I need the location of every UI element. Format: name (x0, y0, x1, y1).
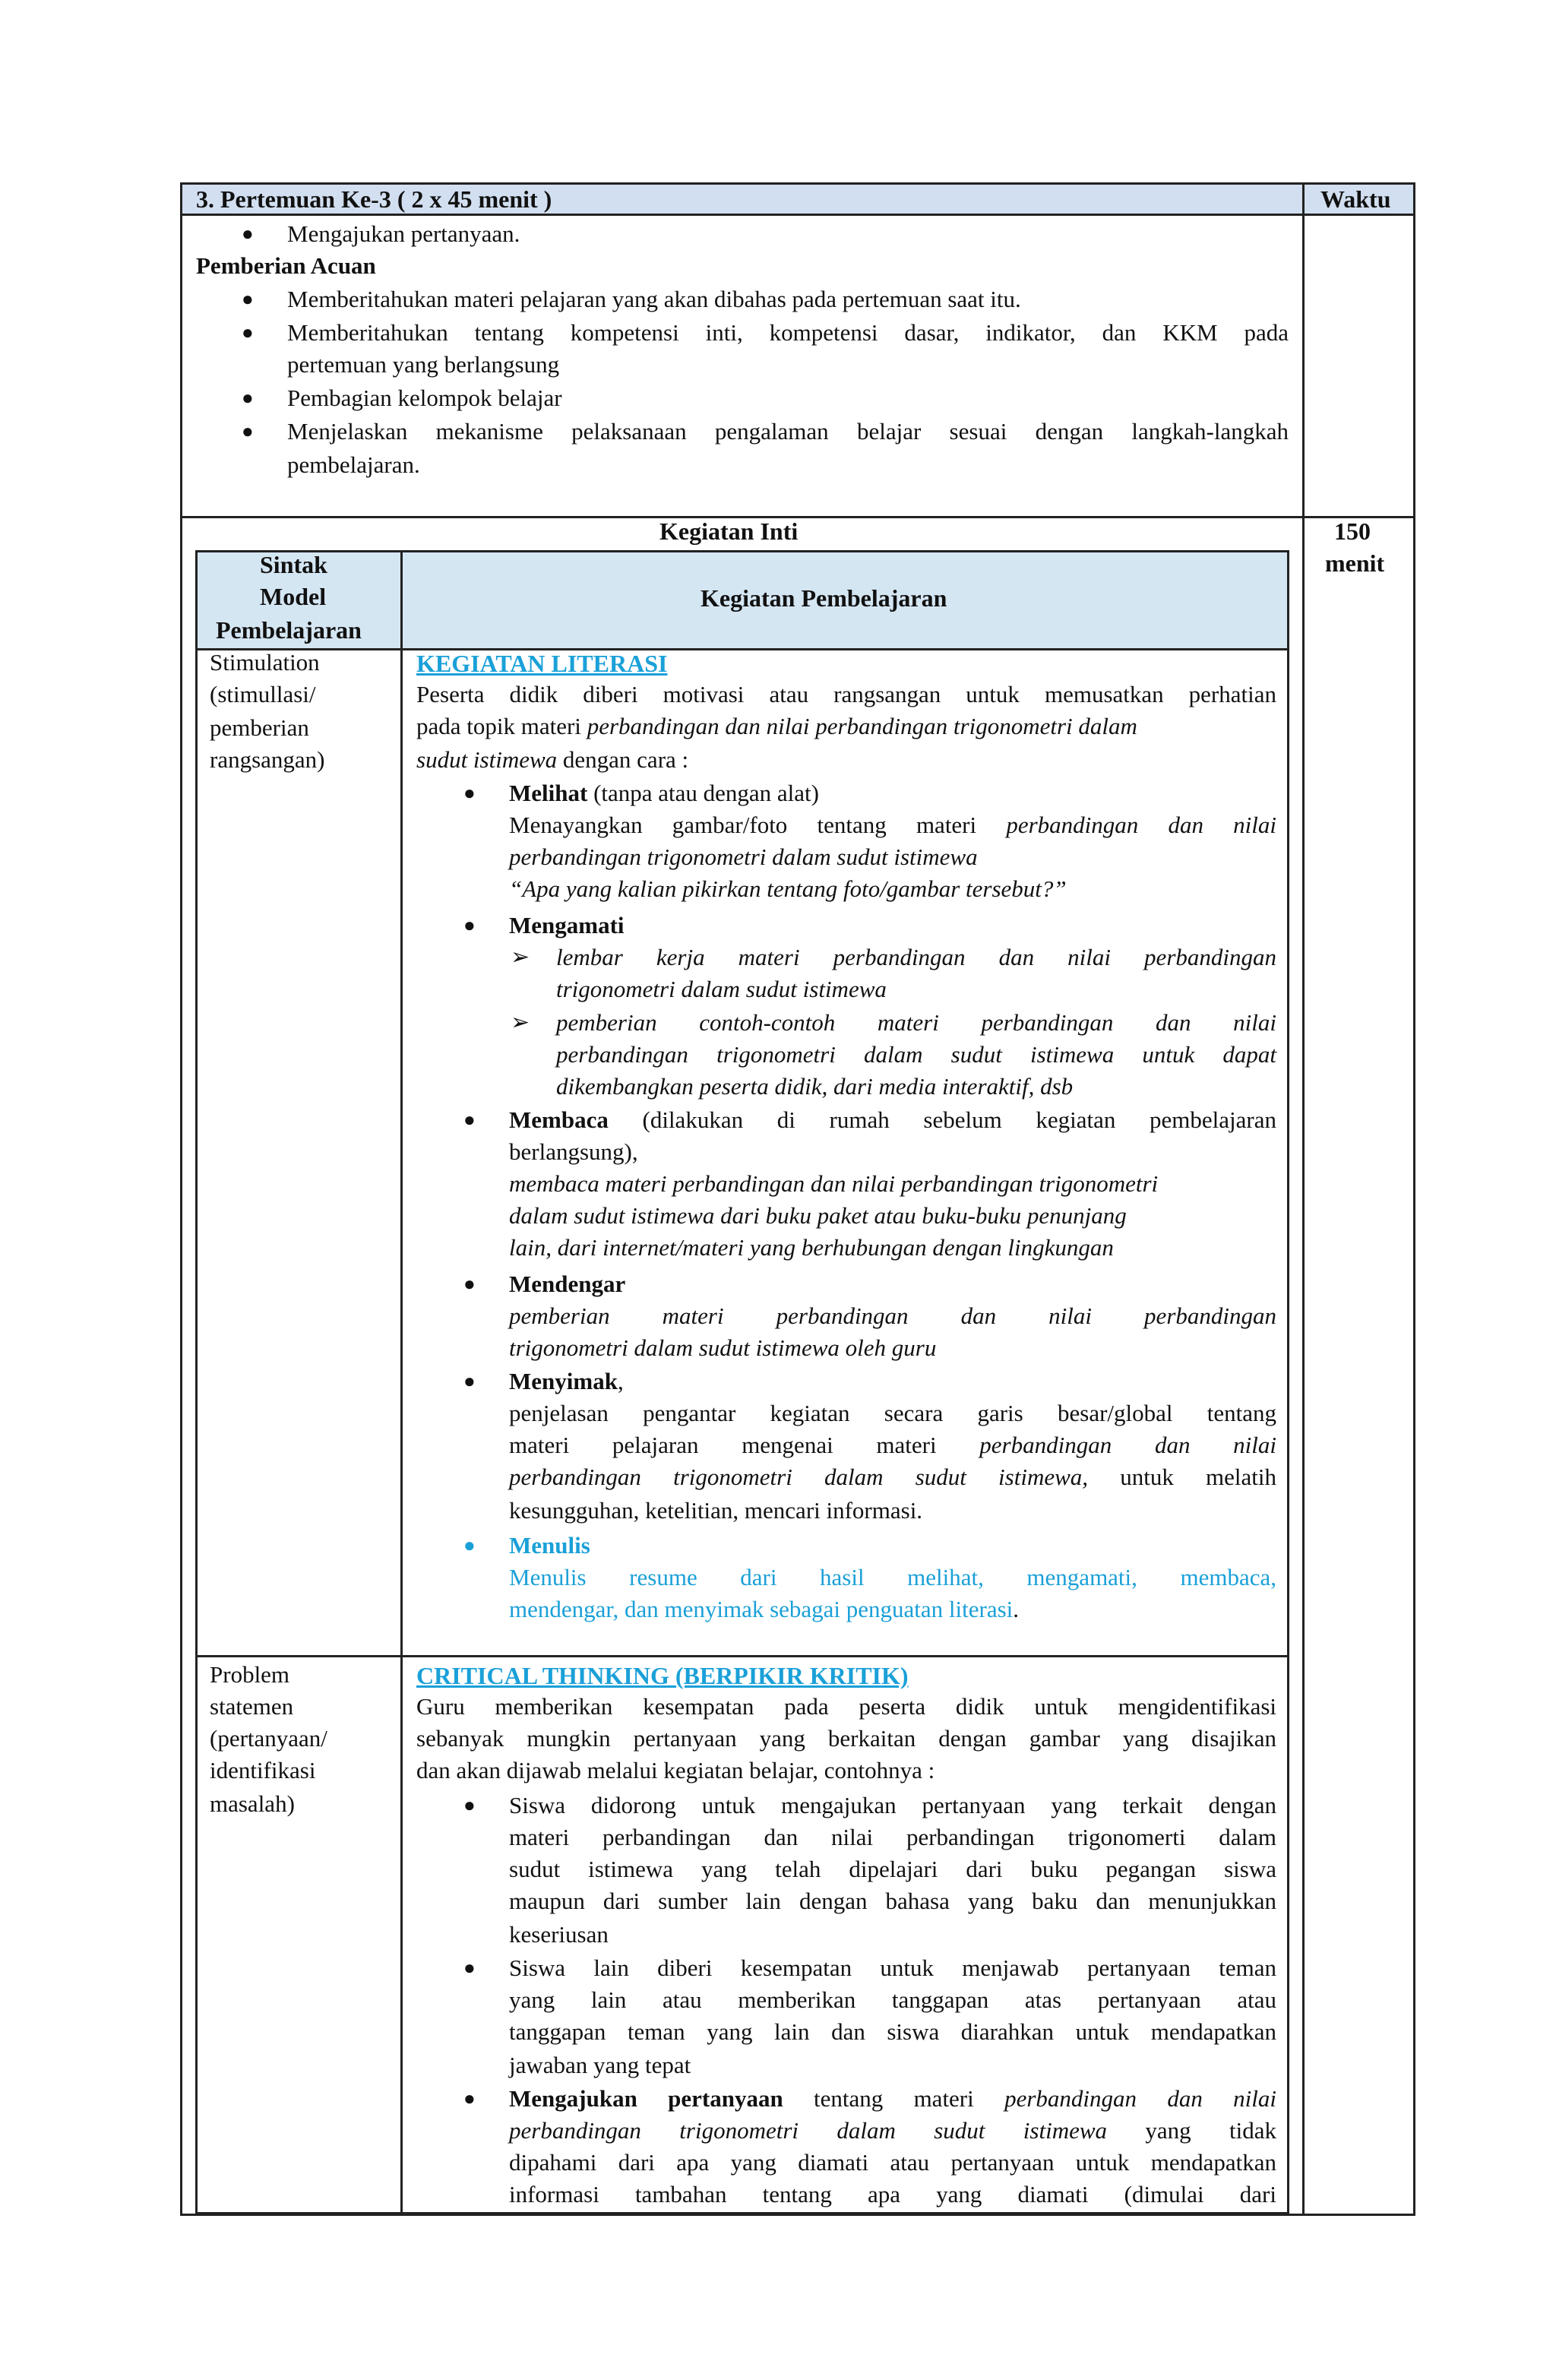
sintak-label: Stimulation (210, 649, 320, 676)
paragraph-line: perbandingan trigonometri dalam sudut istimewa yang tidak (509, 2117, 1276, 2144)
paragraph-line: kesungguhan, ketelitian, mencari informasi. (509, 1497, 923, 1524)
waktu-value: 150 (1334, 517, 1371, 545)
paragraph-line: lain, dari internet/materi yang berhubungan dengan lingkungan (509, 1234, 1114, 1261)
paragraph-line: lembar kerja materi perbandingan dan nilai perbandingan (556, 944, 1276, 970)
bullet-icon: ● (242, 420, 254, 442)
bullet-icon: ● (463, 1794, 476, 1816)
activity-mendengar: Mendengar (509, 1271, 626, 1297)
sintak-label: pemberian (210, 714, 309, 741)
bullet-icon: ● (242, 321, 254, 343)
critical-thinking-heading: CRITICAL THINKING (BERPIKIR KRITIK) (416, 1662, 909, 1689)
paragraph-line: penjelasan pengantar kegiatan secara garis besar/global tentang (509, 1400, 1276, 1426)
activity-melihat: Melihat (tanpa atau dengan alat) (509, 780, 819, 806)
paragraph-line: mendengar, dan menyimak sebagai penguatan literasi. (509, 1596, 1020, 1622)
paragraph-line: jawaban yang tepat (509, 2052, 691, 2078)
list-item: Pembagian kelompok belajar (287, 385, 562, 411)
paragraph-line: Siswa didorong untuk mengajukan pertanyaan yang terkait dengan (509, 1792, 1276, 1818)
paragraph-line: trigonometri dalam sudut istimewa (556, 976, 887, 1002)
paragraph-line: “Apa yang kalian pikirkan tentang foto/gambar tersebut?” (509, 875, 1067, 902)
inner-column-divider (400, 550, 403, 2214)
paragraph-line: Siswa lain diberi kesempatan untuk menjawab pertanyaan teman (509, 1954, 1276, 1981)
literasi-heading: KEGIATAN LITERASI (416, 650, 668, 677)
paragraph-line: pemberian contoh-contoh materi perbandingan dan nilai (556, 1009, 1276, 1036)
bullet-icon: ● (463, 1370, 476, 1392)
list-item-continued: pembelajaran. (287, 451, 420, 478)
bullet-icon: ● (463, 782, 476, 804)
paragraph-line: pemberian materi perbandingan dan nilai perbandingan (509, 1302, 1276, 1329)
kegiatan-inti-title: Kegiatan Inti (659, 517, 799, 545)
arrow-bullet-icon: ➢ (511, 1010, 530, 1035)
section-title: Pemberian Acuan (196, 252, 376, 279)
activity-membaca: Membaca (dilakukan di rumah sebelum kegiatan pembelajaran (509, 1106, 1276, 1133)
sintak-label: rangsangan) (210, 746, 325, 773)
col-header-model: Model (260, 583, 327, 610)
inner-row-divider (195, 1655, 1289, 1657)
paragraph-line: materi perbandingan dan nilai perbandingan trigonomerti dalam (509, 1824, 1276, 1850)
paragraph-line: sudut istimewa yang telah dipelajari dari buku pegangan siswa (509, 1856, 1276, 1882)
list-item: Menjelaskan mekanisme pelaksanaan pengalaman belajar sesuai dengan langkah-langkah (287, 418, 1289, 445)
paragraph-line: berlangsung), (509, 1138, 638, 1165)
paragraph-line: maupun dari sumber lain dengan bahasa yang baku dan menunjukkan (509, 1888, 1276, 1914)
bullet-icon: ● (463, 914, 476, 936)
sintak-label: Problem (210, 1661, 290, 1688)
paragraph-line: yang lain atau memberikan tanggapan atas pertanyaan atau (509, 1986, 1276, 2013)
activity-menulis: Menulis (509, 1532, 590, 1559)
bullet-icon: ● (242, 223, 254, 245)
list-item-continued: pertemuan yang berlangsung (287, 351, 560, 378)
list-item: Memberitahukan tentang kompetensi inti, kompetensi dasar, indikator, dan KKM pada (287, 319, 1289, 346)
paragraph-line: sudut istimewa dengan cara : (416, 746, 689, 773)
bullet-icon: ● (463, 1273, 476, 1295)
col-header-sintak: Sintak (260, 551, 327, 578)
paragraph-line: membaca materi perbandingan dan nilai perbandingan trigonometri (509, 1170, 1159, 1197)
arrow-bullet-icon: ➢ (511, 945, 530, 970)
list-item: Mengajukan pertanyaan. (287, 220, 520, 247)
bullet-icon: ● (463, 2087, 476, 2109)
sintak-label: (stimullasi/ (210, 681, 316, 707)
sintak-label: identifikasi (210, 1757, 316, 1783)
paragraph-line: keseriusan (509, 1921, 609, 1948)
paragraph-line: Mengajukan pertanyaan tentang materi perbandingan dan nilai (509, 2085, 1276, 2112)
col-header-pembelajaran: Pembelajaran (216, 616, 362, 644)
bullet-icon: ● (463, 1534, 476, 1556)
waktu-header: Waktu (1320, 185, 1391, 213)
bullet-icon: ● (242, 288, 254, 310)
paragraph-line: perbandingan trigonometri dalam sudut istimewa untuk dapat (556, 1041, 1276, 1068)
paragraph-line: Menayangkan gambar/foto tentang materi perbandingan dan nilai (509, 812, 1276, 838)
paragraph-line: perbandingan trigonometri dalam sudut istimewa (509, 843, 978, 870)
paragraph-line: materi pelajaran mengenai materi perbandingan dan nilai (509, 1432, 1276, 1458)
paragraph-line: Menulis resume dari hasil melihat, mengamati, membaca, (509, 1564, 1276, 1590)
paragraph-line: sebanyak mungkin pertanyaan yang berkaitan dengan gambar yang disajikan (416, 1725, 1276, 1752)
sintak-label: statemen (210, 1693, 294, 1720)
paragraph-line: tanggapan teman yang lain dan siswa diarahkan untuk mendapatkan (509, 2018, 1276, 2045)
paragraph-line: dikembangkan peserta didik, dari media interaktif, dsb (556, 1073, 1074, 1100)
paragraph-line: pada topik materi perbandingan dan nilai perbandingan trigonometri dalam (416, 713, 1137, 739)
paragraph-line: dalam sudut istimewa dari buku paket atau buku-buku penunjang (509, 1202, 1127, 1229)
paragraph-line: perbandingan trigonometri dalam sudut istimewa, untuk melatih (509, 1464, 1276, 1490)
paragraph-line: informasi tambahan tentang apa yang diamati (dimulai dari (509, 2181, 1276, 2208)
bullet-icon: ● (463, 1109, 476, 1131)
col-header-kegiatan: Kegiatan Pembelajaran (701, 584, 947, 612)
activity-menyimak: Menyimak, (509, 1368, 624, 1394)
paragraph-line: dipahami dari apa yang diamati atau pertanyaan untuk mendapatkan (509, 2149, 1276, 2176)
waktu-column-divider (1302, 182, 1305, 2216)
list-item: Memberitahukan materi pelajaran yang akan dibahas pada pertemuan saat itu. (287, 286, 1021, 312)
paragraph-line: Peserta didik diberi motivasi atau rangsangan untuk memusatkan perhatian (416, 681, 1276, 707)
bullet-icon: ● (463, 1957, 476, 1979)
paragraph-line: dan akan dijawab melalui kegiatan belajar, contohnya : (416, 1757, 935, 1783)
paragraph-line: Guru memberikan kesempatan pada peserta didik untuk mengidentifikasi (416, 1693, 1276, 1720)
bullet-icon: ● (242, 387, 254, 409)
meeting-title: 3. Pertemuan Ke-3 ( 2 x 45 menit ) (196, 185, 552, 213)
inner-row-divider (195, 648, 1289, 650)
paragraph-line: trigonometri dalam sudut istimewa oleh guru (509, 1334, 937, 1361)
sintak-label: masalah) (210, 1790, 295, 1817)
sintak-label: (pertanyaan/ (210, 1725, 327, 1752)
waktu-unit: menit (1325, 549, 1385, 577)
activity-mengamati: Mengamati (509, 912, 625, 938)
